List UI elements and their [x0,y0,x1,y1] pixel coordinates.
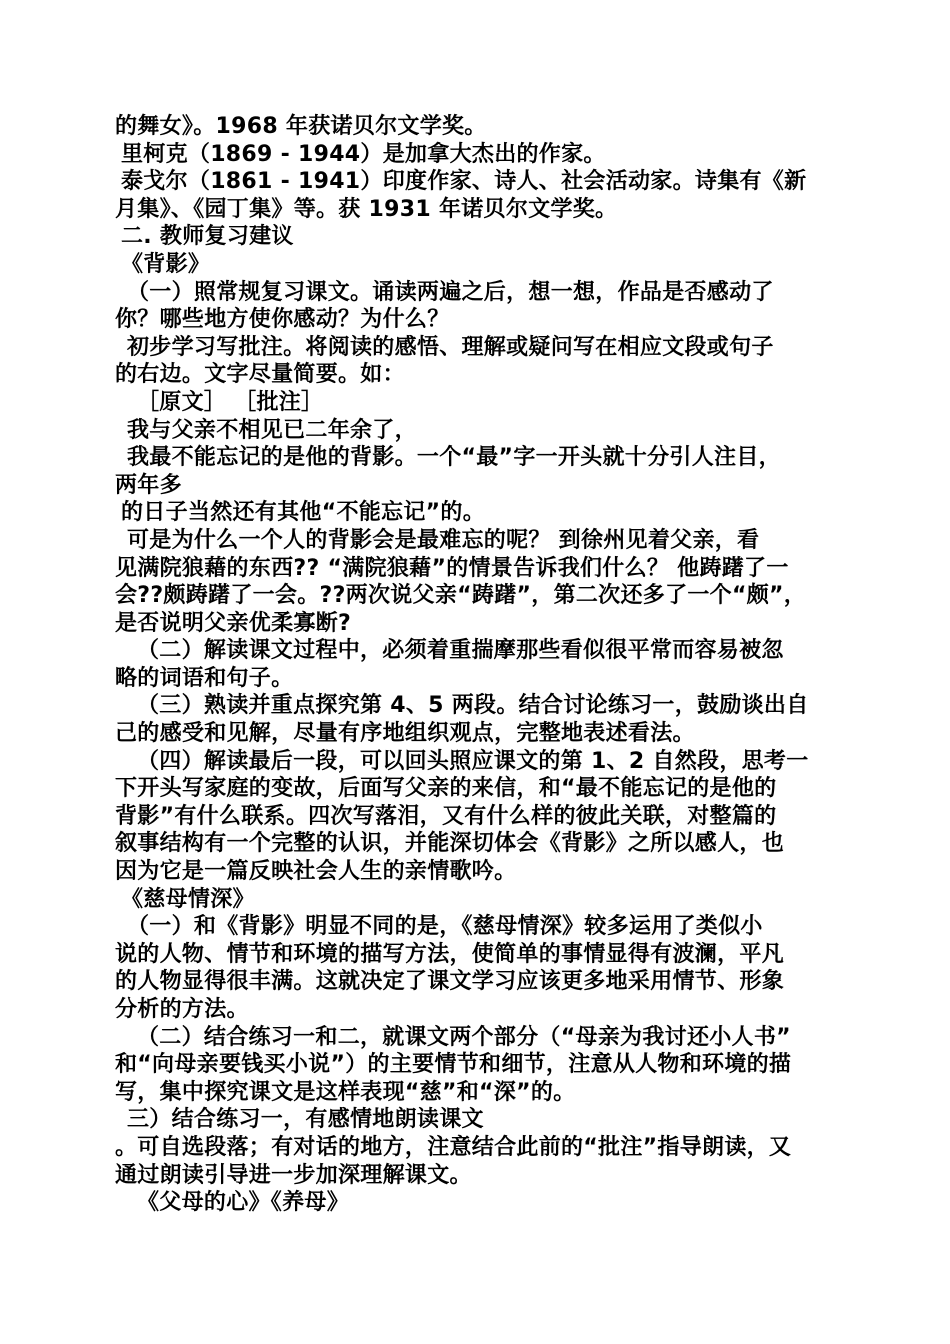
text-line: （一）和《背影》明显不同的是，《慈母情深》较多运用了类似小 [127,914,763,940]
text-line: 的舞女》。1968 年获诺贝尔文学奖。 [115,114,487,139]
text-line: 写，集中探究课文是这样表现“慈”和“深”的。 [115,1079,576,1105]
text-line: 。可自选段落；有对话的地方，注意结合此前的“批注”指导朗读，又 [115,1134,792,1160]
text-line: 背影”有什么联系。四次写落泪，又有什么样的彼此关联，对整篇的 [115,803,777,829]
text-line: 略的词语和句子。 [115,665,294,691]
text-line: （四）解读最后一段，可以回头照应课文的第 1、2 自然段，思考一 [137,748,809,774]
text-line: 会??颇踌躇了一会。??两次说父亲“踌躇”，第二次还多了一个“颇”， [115,583,807,609]
text-line: 分析的方法。 [115,997,249,1022]
text-line: 叙事结构有一个完整的认识，并能深切体会《背影》之所以感人，也 [115,831,785,857]
text-line: 说的人物、情节和环境的描写方法，使简单的事情显得有波澜，平凡 [115,941,785,967]
text-line: 月集》、《园丁集》等。获 1931 年诺贝尔文学奖。 [115,196,618,222]
text-line: 己的感受和见解，尽量有序地组织观点，完整地表述看法。 [115,721,695,747]
text-line: 因为它是一篇反映社会人生的亲情歌吟。 [115,859,517,885]
text-line: 的日子当然还有其他“不能忘记”的。 [121,500,486,526]
text-line: 通过朗读引导进一步加深理解课文。 [115,1162,472,1188]
text-line: 里柯克（1869 - 1944）是加拿大杰出的作家。 [121,141,606,167]
document-page [115,113,840,1217]
text-line: 和“向母亲要钱买小说”）的主要情节和细节，注意从人物和环境的描 [115,1052,792,1078]
text-line: 下开头写家庭的变故，后面写父亲的来信，和“最不能忘记的是他的 [115,776,777,802]
text-line: 三）结合练习一，有感情地朗读课文 [127,1107,484,1133]
text-line: ［原文］ ［批注］ [137,389,324,415]
text-line: 的右边。文字尽量简要。如： [115,362,405,388]
text-line: 我与父亲不相见已二年余了， [127,417,417,443]
text-line: （一）照常规复习课文。诵读两遍之后，想一想，作品是否感动了 [127,279,774,305]
text-line: 《慈母情深》 [121,886,255,912]
text-line: 《背影》 [121,251,211,277]
text-line: 泰戈尔（1861 - 1941）印度作家、诗人、社会活动家。诗集有《新 [121,169,807,195]
text-line: 二. 教师复习建议 [121,224,294,250]
text-line: （三）熟读并重点探究第 4、5 两段。结合讨论练习一，鼓励谈出自 [137,693,809,719]
text-line: 是否说明父亲优柔寡断? [115,610,352,636]
text-line: 的人物显得很丰满。这就决定了课文学习应该更多地采用情节、形象 [115,969,785,995]
text-line: 初步学习写批注。将阅读的感悟、理解或疑问写在相应文段或句子 [127,334,774,360]
text-line: 见满院狼藉的东西?? “满院狼藉”的情景告诉我们什么？ 他踌躇了一 [115,555,789,581]
text-line: 可是为什么一个人的背影会是最难忘的呢？ 到徐州见着父亲，看 [127,527,760,553]
text-line: 《父母的心》《养母》 [137,1190,350,1216]
text-line: 两年多 [115,472,182,498]
text-line: （二）结合练习一和二，就课文两个部分（“母亲为我讨还小人书” [137,1024,791,1050]
text-line: 你？哪些地方使你感动？为什么？ [115,307,450,333]
text-line: 我最不能忘记的是他的背影。一个“最”字一开头就十分引人注目， [127,445,781,471]
text-line: （二）解读课文过程中，必须着重揣摩那些看似很平常而容易被忽 [137,638,784,664]
